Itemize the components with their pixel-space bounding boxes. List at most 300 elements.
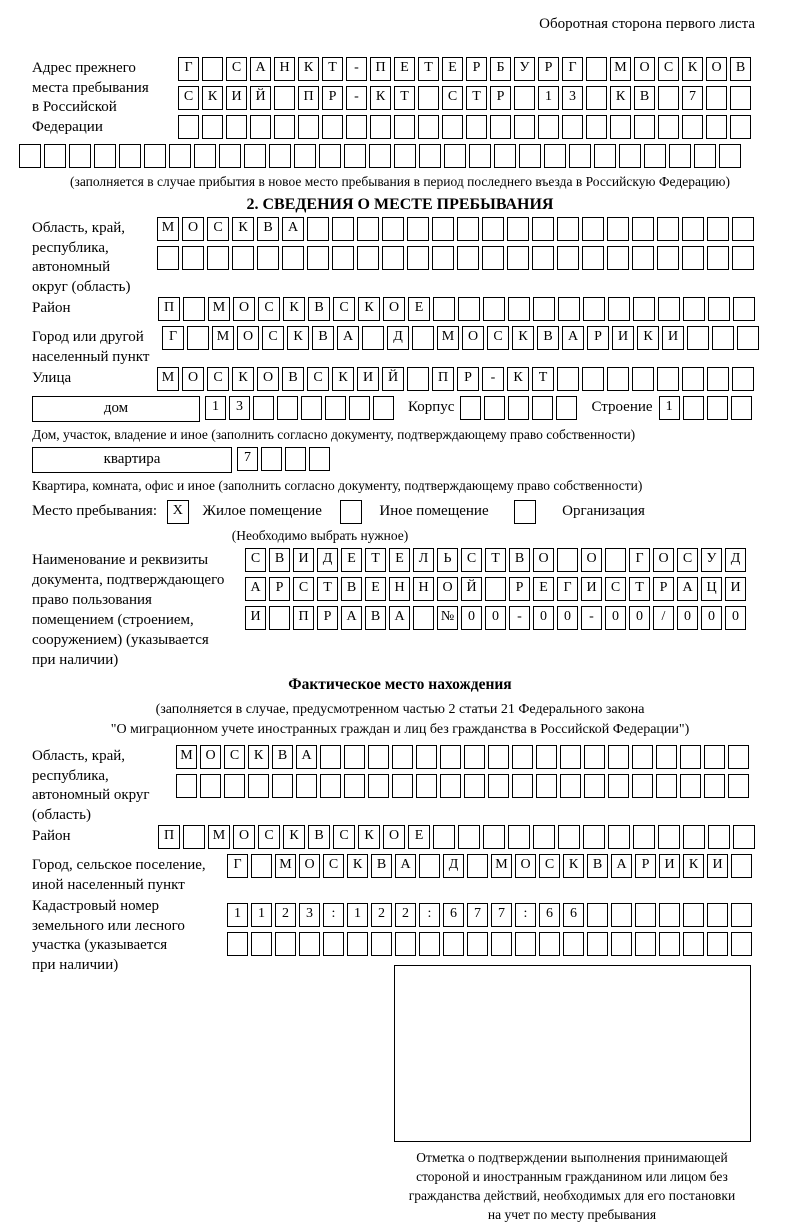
char-cell[interactable] [187, 326, 209, 350]
char-cell[interactable] [294, 144, 316, 168]
char-cell[interactable] [704, 774, 725, 798]
char-cell[interactable] [587, 932, 608, 956]
char-cell[interactable] [299, 932, 320, 956]
char-cell[interactable]: П [158, 297, 180, 321]
char-cell[interactable]: К [683, 854, 704, 878]
char-cell[interactable] [207, 246, 229, 270]
char-cell[interactable]: И [357, 367, 379, 391]
char-cell[interactable]: С [207, 367, 229, 391]
char-cell[interactable]: К [507, 367, 529, 391]
char-cell[interactable]: К [202, 86, 223, 110]
char-cell[interactable] [469, 144, 491, 168]
char-cell[interactable] [707, 932, 728, 956]
char-cell[interactable]: С [258, 825, 280, 849]
char-cell[interactable] [419, 144, 441, 168]
char-cell[interactable] [467, 932, 488, 956]
char-cell[interactable] [632, 774, 653, 798]
char-cell[interactable]: П [298, 86, 319, 110]
char-cell[interactable] [433, 825, 455, 849]
char-cell[interactable] [433, 297, 455, 321]
char-cell[interactable] [457, 217, 479, 241]
char-cell[interactable]: Д [387, 326, 409, 350]
char-cell[interactable] [594, 144, 616, 168]
char-cell[interactable] [683, 825, 705, 849]
char-cell[interactable] [558, 825, 580, 849]
char-cell[interactable]: О [515, 854, 536, 878]
char-cell[interactable] [507, 217, 529, 241]
char-cell[interactable] [309, 447, 330, 471]
char-cell[interactable] [382, 217, 404, 241]
char-cell[interactable] [407, 246, 429, 270]
char-cell[interactable] [347, 932, 368, 956]
char-cell[interactable]: : [323, 903, 344, 927]
char-cell[interactable] [680, 774, 701, 798]
char-cell[interactable]: Г [557, 577, 578, 601]
char-cell[interactable]: Н [413, 577, 434, 601]
char-cell[interactable] [194, 144, 216, 168]
char-cell[interactable]: Г [162, 326, 184, 350]
char-cell[interactable]: Т [365, 548, 386, 572]
char-cell[interactable]: М [275, 854, 296, 878]
char-cell[interactable]: О [182, 217, 204, 241]
char-cell[interactable] [607, 217, 629, 241]
char-cell[interactable] [443, 932, 464, 956]
char-cell[interactable] [538, 115, 559, 139]
char-cell[interactable] [514, 86, 535, 110]
char-cell[interactable]: 0 [677, 606, 698, 630]
char-cell[interactable] [392, 745, 413, 769]
char-cell[interactable]: 2 [275, 903, 296, 927]
char-cell[interactable]: К [332, 367, 354, 391]
char-cell[interactable] [731, 932, 752, 956]
char-cell[interactable] [282, 246, 304, 270]
char-cell[interactable] [634, 115, 655, 139]
char-cell[interactable] [508, 825, 530, 849]
char-cell[interactable] [656, 745, 677, 769]
char-cell[interactable]: С [333, 297, 355, 321]
char-cell[interactable]: Т [317, 577, 338, 601]
char-cell[interactable] [584, 774, 605, 798]
char-cell[interactable]: С [605, 577, 626, 601]
char-cell[interactable] [562, 115, 583, 139]
char-cell[interactable]: И [293, 548, 314, 572]
char-cell[interactable]: - [581, 606, 602, 630]
char-cell[interactable] [440, 774, 461, 798]
char-cell[interactable] [301, 396, 322, 420]
char-cell[interactable] [632, 217, 654, 241]
char-cell[interactable]: В [634, 86, 655, 110]
char-cell[interactable]: П [370, 57, 391, 81]
char-cell[interactable] [442, 115, 463, 139]
char-cell[interactable]: К [347, 854, 368, 878]
char-cell[interactable] [464, 745, 485, 769]
char-cell[interactable]: К [248, 745, 269, 769]
char-cell[interactable] [413, 606, 434, 630]
char-cell[interactable]: О [462, 326, 484, 350]
char-cell[interactable]: И [612, 326, 634, 350]
char-cell[interactable] [416, 774, 437, 798]
char-cell[interactable] [515, 932, 536, 956]
char-cell[interactable]: И [245, 606, 266, 630]
char-cell[interactable]: С [207, 217, 229, 241]
char-cell[interactable] [657, 246, 679, 270]
char-cell[interactable]: У [701, 548, 722, 572]
char-cell[interactable] [611, 932, 632, 956]
char-cell[interactable] [560, 774, 581, 798]
char-cell[interactable]: Е [389, 548, 410, 572]
char-cell[interactable] [731, 854, 752, 878]
char-cell[interactable]: О [383, 825, 405, 849]
char-cell[interactable] [708, 297, 730, 321]
char-cell[interactable]: Т [466, 86, 487, 110]
char-cell[interactable] [730, 115, 751, 139]
char-cell[interactable]: А [337, 326, 359, 350]
char-cell[interactable] [682, 367, 704, 391]
char-cell[interactable]: № [437, 606, 458, 630]
char-cell[interactable] [344, 144, 366, 168]
char-cell[interactable] [227, 932, 248, 956]
char-cell[interactable] [491, 932, 512, 956]
char-cell[interactable]: Е [365, 577, 386, 601]
char-cell[interactable] [712, 326, 734, 350]
char-cell[interactable]: В [730, 57, 751, 81]
checkbox-inoe-pomeshchenie[interactable] [340, 500, 362, 524]
char-cell[interactable]: В [308, 297, 330, 321]
char-cell[interactable]: В [365, 606, 386, 630]
char-cell[interactable]: В [257, 217, 279, 241]
char-cell[interactable] [183, 297, 205, 321]
char-cell[interactable] [707, 246, 729, 270]
char-cell[interactable] [508, 297, 530, 321]
char-cell[interactable] [605, 548, 626, 572]
char-cell[interactable] [488, 745, 509, 769]
char-cell[interactable] [319, 144, 341, 168]
char-cell[interactable]: О [634, 57, 655, 81]
char-cell[interactable] [507, 246, 529, 270]
char-cell[interactable] [608, 297, 630, 321]
char-cell[interactable] [257, 246, 279, 270]
char-cell[interactable]: 6 [443, 903, 464, 927]
char-cell[interactable] [659, 903, 680, 927]
char-cell[interactable] [244, 144, 266, 168]
char-cell[interactable] [432, 246, 454, 270]
char-cell[interactable] [719, 144, 741, 168]
char-cell[interactable] [582, 367, 604, 391]
char-cell[interactable] [708, 825, 730, 849]
char-cell[interactable] [707, 903, 728, 927]
char-cell[interactable]: 3 [562, 86, 583, 110]
char-cell[interactable] [633, 825, 655, 849]
char-cell[interactable] [272, 774, 293, 798]
char-cell[interactable] [490, 115, 511, 139]
char-cell[interactable] [460, 396, 481, 420]
char-cell[interactable] [533, 297, 555, 321]
char-cell[interactable] [269, 144, 291, 168]
char-cell[interactable] [586, 86, 607, 110]
char-cell[interactable]: Р [635, 854, 656, 878]
char-cell[interactable] [560, 745, 581, 769]
char-cell[interactable]: Г [178, 57, 199, 81]
char-cell[interactable] [250, 115, 271, 139]
char-cell[interactable] [394, 115, 415, 139]
char-cell[interactable] [658, 825, 680, 849]
char-cell[interactable] [556, 396, 577, 420]
char-cell[interactable]: Т [629, 577, 650, 601]
char-cell[interactable]: Н [274, 57, 295, 81]
char-cell[interactable]: О [233, 825, 255, 849]
char-cell[interactable] [683, 932, 704, 956]
char-cell[interactable] [407, 217, 429, 241]
char-cell[interactable] [178, 115, 199, 139]
char-cell[interactable] [611, 903, 632, 927]
char-cell[interactable]: Р [653, 577, 674, 601]
char-cell[interactable]: В [587, 854, 608, 878]
char-cell[interactable]: 0 [605, 606, 626, 630]
char-cell[interactable]: У [514, 57, 535, 81]
char-cell[interactable]: С [333, 825, 355, 849]
char-cell[interactable] [584, 745, 605, 769]
char-cell[interactable]: П [432, 367, 454, 391]
char-cell[interactable] [202, 115, 223, 139]
char-cell[interactable] [512, 774, 533, 798]
char-cell[interactable]: И [581, 577, 602, 601]
char-cell[interactable]: Р [538, 57, 559, 81]
char-cell[interactable]: С [178, 86, 199, 110]
char-cell[interactable]: М [212, 326, 234, 350]
char-cell[interactable] [416, 745, 437, 769]
char-cell[interactable] [482, 246, 504, 270]
char-cell[interactable]: Н [389, 577, 410, 601]
char-cell[interactable] [659, 932, 680, 956]
char-cell[interactable]: Р [466, 57, 487, 81]
char-cell[interactable] [508, 396, 529, 420]
char-cell[interactable]: К [358, 825, 380, 849]
char-cell[interactable]: В [537, 326, 559, 350]
char-cell[interactable]: 0 [485, 606, 506, 630]
char-cell[interactable] [557, 217, 579, 241]
char-cell[interactable]: О [200, 745, 221, 769]
char-cell[interactable]: Е [394, 57, 415, 81]
char-cell[interactable] [157, 246, 179, 270]
char-cell[interactable]: Т [532, 367, 554, 391]
char-cell[interactable] [466, 115, 487, 139]
char-cell[interactable] [440, 745, 461, 769]
char-cell[interactable] [732, 246, 754, 270]
char-cell[interactable]: О [383, 297, 405, 321]
char-cell[interactable]: 1 [347, 903, 368, 927]
char-cell[interactable]: С [461, 548, 482, 572]
char-cell[interactable]: О [233, 297, 255, 321]
char-cell[interactable]: Д [443, 854, 464, 878]
char-cell[interactable] [407, 367, 429, 391]
char-cell[interactable] [394, 144, 416, 168]
char-cell[interactable] [608, 825, 630, 849]
char-cell[interactable] [536, 745, 557, 769]
char-cell[interactable] [619, 144, 641, 168]
char-cell[interactable] [707, 396, 728, 420]
char-cell[interactable]: Е [533, 577, 554, 601]
char-cell[interactable] [586, 115, 607, 139]
char-cell[interactable] [219, 144, 241, 168]
char-cell[interactable] [482, 217, 504, 241]
char-cell[interactable]: О [182, 367, 204, 391]
char-cell[interactable]: 3 [299, 903, 320, 927]
checkbox-zhiloe-pomeshchenie[interactable]: X [167, 500, 189, 524]
char-cell[interactable]: Р [457, 367, 479, 391]
char-cell[interactable]: П [158, 825, 180, 849]
char-cell[interactable] [533, 825, 555, 849]
char-cell[interactable]: С [487, 326, 509, 350]
char-cell[interactable]: М [208, 297, 230, 321]
char-cell[interactable]: В [308, 825, 330, 849]
char-cell[interactable] [382, 246, 404, 270]
char-cell[interactable]: И [226, 86, 247, 110]
char-cell[interactable] [683, 297, 705, 321]
char-cell[interactable] [635, 932, 656, 956]
char-cell[interactable] [357, 246, 379, 270]
char-cell[interactable]: П [293, 606, 314, 630]
char-cell[interactable]: С [307, 367, 329, 391]
char-cell[interactable] [298, 115, 319, 139]
char-cell[interactable] [274, 86, 295, 110]
char-cell[interactable]: Р [490, 86, 511, 110]
char-cell[interactable] [419, 932, 440, 956]
char-cell[interactable] [432, 217, 454, 241]
char-cell[interactable]: С [658, 57, 679, 81]
char-cell[interactable]: 2 [371, 903, 392, 927]
char-cell[interactable] [514, 115, 535, 139]
char-cell[interactable]: М [491, 854, 512, 878]
char-cell[interactable] [232, 246, 254, 270]
char-cell[interactable] [658, 297, 680, 321]
char-cell[interactable]: О [533, 548, 554, 572]
char-cell[interactable] [658, 115, 679, 139]
char-cell[interactable]: О [706, 57, 727, 81]
char-cell[interactable] [633, 297, 655, 321]
char-cell[interactable]: В [269, 548, 290, 572]
char-cell[interactable]: О [299, 854, 320, 878]
char-cell[interactable] [608, 745, 629, 769]
char-cell[interactable]: К [610, 86, 631, 110]
char-cell[interactable]: Т [394, 86, 415, 110]
char-cell[interactable] [732, 367, 754, 391]
char-cell[interactable] [274, 115, 295, 139]
char-cell[interactable]: Й [250, 86, 271, 110]
char-cell[interactable] [656, 774, 677, 798]
char-cell[interactable] [682, 115, 703, 139]
char-cell[interactable]: И [707, 854, 728, 878]
char-cell[interactable]: А [296, 745, 317, 769]
char-cell[interactable]: Е [408, 825, 430, 849]
char-cell[interactable] [226, 115, 247, 139]
char-cell[interactable] [583, 825, 605, 849]
char-cell[interactable] [332, 217, 354, 241]
char-cell[interactable] [373, 396, 394, 420]
char-cell[interactable] [536, 774, 557, 798]
char-cell[interactable] [583, 297, 605, 321]
char-cell[interactable] [728, 745, 749, 769]
char-cell[interactable]: С [224, 745, 245, 769]
char-cell[interactable] [582, 217, 604, 241]
char-cell[interactable]: Р [269, 577, 290, 601]
char-cell[interactable] [368, 745, 389, 769]
char-cell[interactable] [322, 115, 343, 139]
char-cell[interactable] [512, 745, 533, 769]
char-cell[interactable]: 7 [467, 903, 488, 927]
char-cell[interactable] [707, 367, 729, 391]
char-cell[interactable] [119, 144, 141, 168]
char-cell[interactable]: - [509, 606, 530, 630]
char-cell[interactable] [418, 115, 439, 139]
char-cell[interactable] [224, 774, 245, 798]
char-cell[interactable]: 7 [682, 86, 703, 110]
char-cell[interactable]: О [237, 326, 259, 350]
char-cell[interactable] [706, 115, 727, 139]
char-cell[interactable]: О [437, 577, 458, 601]
char-cell[interactable]: К [298, 57, 319, 81]
char-cell[interactable]: Р [587, 326, 609, 350]
char-cell[interactable]: К [358, 297, 380, 321]
char-cell[interactable] [494, 144, 516, 168]
char-cell[interactable]: В [272, 745, 293, 769]
char-cell[interactable] [344, 745, 365, 769]
char-cell[interactable] [730, 86, 751, 110]
char-cell[interactable] [307, 246, 329, 270]
char-cell[interactable] [632, 246, 654, 270]
char-cell[interactable] [419, 854, 440, 878]
char-cell[interactable]: М [610, 57, 631, 81]
char-cell[interactable] [635, 903, 656, 927]
char-cell[interactable]: 1 [205, 396, 226, 420]
char-cell[interactable] [176, 774, 197, 798]
char-cell[interactable]: В [509, 548, 530, 572]
char-cell[interactable]: А [562, 326, 584, 350]
char-cell[interactable]: А [245, 577, 266, 601]
char-cell[interactable] [275, 932, 296, 956]
char-cell[interactable]: С [677, 548, 698, 572]
char-cell[interactable]: - [346, 57, 367, 81]
char-cell[interactable] [587, 903, 608, 927]
char-cell[interactable]: М [437, 326, 459, 350]
char-cell[interactable] [285, 447, 306, 471]
char-cell[interactable]: С [539, 854, 560, 878]
char-cell[interactable]: : [515, 903, 536, 927]
char-cell[interactable]: А [341, 606, 362, 630]
char-cell[interactable]: В [312, 326, 334, 350]
char-cell[interactable] [248, 774, 269, 798]
char-cell[interactable] [346, 115, 367, 139]
char-cell[interactable] [658, 86, 679, 110]
char-cell[interactable]: Р [509, 577, 530, 601]
char-cell[interactable] [332, 246, 354, 270]
char-cell[interactable] [644, 144, 666, 168]
char-cell[interactable] [657, 367, 679, 391]
char-cell[interactable] [444, 144, 466, 168]
char-cell[interactable]: Т [418, 57, 439, 81]
char-cell[interactable]: Д [317, 548, 338, 572]
char-cell[interactable]: Р [322, 86, 343, 110]
char-cell[interactable]: Е [341, 548, 362, 572]
char-cell[interactable] [94, 144, 116, 168]
char-cell[interactable]: 3 [229, 396, 250, 420]
char-cell[interactable] [731, 903, 752, 927]
char-cell[interactable]: Т [485, 548, 506, 572]
char-cell[interactable] [582, 246, 604, 270]
char-cell[interactable]: А [389, 606, 410, 630]
char-cell[interactable]: В [282, 367, 304, 391]
char-cell[interactable]: - [346, 86, 367, 110]
char-cell[interactable] [544, 144, 566, 168]
